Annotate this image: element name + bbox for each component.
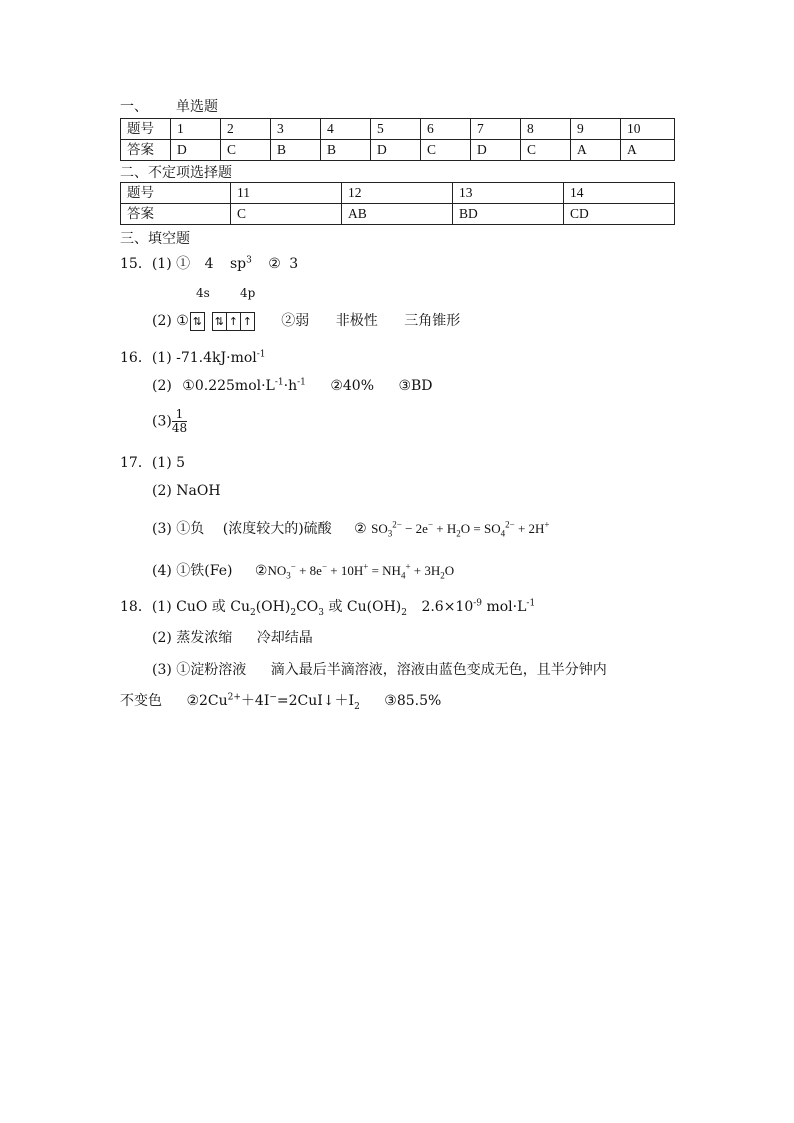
table-cell: 9: [571, 119, 621, 140]
row-label: 答案: [121, 140, 171, 161]
table-cell: AB: [342, 204, 453, 225]
table-cell: D: [471, 140, 521, 161]
q18-part1: 18．(1) CuO 或 $Cu_2(OH)_2CO_3$ 或 $Cu(OH)_2$ $2.6\times 10^{-9}$ $mol\cdot L^{-1}$: [120, 598, 536, 618]
equation-iodide: ②2Cu: [186, 693, 228, 709]
table-cell: 13: [453, 183, 564, 204]
part-label: (3): [152, 413, 172, 430]
answer-value: 冷却结晶: [256, 630, 313, 646]
answer-value: ②40%: [330, 378, 375, 394]
orbital-4p-label: 4p: [240, 286, 256, 300]
answer-value: CuO 或 Cu: [176, 599, 250, 615]
orbital-box-icon: ⇅: [190, 312, 205, 331]
table-cell: 12: [342, 183, 453, 204]
section2-title: 二、不定项选择题: [120, 165, 232, 181]
table-cell: B: [321, 140, 371, 161]
superscript: -1: [526, 598, 536, 609]
q15-part2: [152, 310, 460, 331]
answer-value: ①0.225mol·L: [182, 378, 275, 394]
table-cell: C: [231, 204, 342, 225]
q17-part2: (2) NaOH: [152, 483, 221, 499]
part-label: (1) ①: [151, 256, 191, 272]
superscript: 3: [246, 255, 252, 266]
q18-part3: [152, 659, 607, 679]
q17-part4: [152, 560, 454, 580]
table-cell: 1: [171, 119, 221, 140]
section1-table: [120, 118, 675, 161]
part-label: (2): [152, 378, 172, 394]
q17-part3: [152, 518, 550, 538]
q17-part1: [120, 452, 185, 472]
circle-mark: ②: [254, 563, 268, 579]
table-cell: C: [221, 140, 271, 161]
row-label: 题号: [121, 183, 231, 204]
table-cell: 11: [231, 183, 342, 204]
section3-title: 三、填空题: [120, 231, 190, 247]
answer-value: 或 Cu(OH): [328, 599, 402, 615]
table-cell: 5: [371, 119, 421, 140]
equation-part: ＋4I: [240, 693, 270, 709]
q18-part3-cont: 不变色 $②2Cu^{2+}+4I^-=2CuI↓+I_2$ ③85.5%: [120, 692, 442, 712]
denominator: 48: [171, 421, 188, 435]
table-cell: BD: [453, 204, 564, 225]
answer-value: ·h: [283, 378, 298, 394]
answer-value: CO: [296, 599, 319, 615]
circle-mark: ②: [354, 521, 367, 537]
question-number: 16．: [120, 350, 152, 366]
table-cell: D: [171, 140, 221, 161]
answer-value: 2.6×10: [421, 599, 474, 615]
row-label: 答案: [121, 204, 231, 225]
answer-value: (浓度较大的)硫酸: [222, 521, 332, 537]
table-row: [121, 204, 675, 225]
answer-value: ③BD: [398, 378, 433, 394]
table-cell: B: [271, 140, 321, 161]
section1-number: 一、: [120, 99, 148, 115]
unit: mol·L: [482, 599, 527, 615]
answer-value: ③85.5%: [384, 693, 442, 709]
part-label: (4) ①铁(Fe): [152, 563, 233, 579]
fraction: [172, 408, 187, 435]
equation-part: =2CuI↓＋I: [276, 693, 355, 709]
orbital-box-icon: ↑: [240, 312, 255, 331]
circle-mark: ②: [268, 256, 281, 272]
q15-part1: [120, 253, 298, 273]
table-cell: D: [371, 140, 421, 161]
section1-heading: [120, 96, 218, 116]
orbital-box-icon: ⇅: [212, 312, 227, 331]
table-cell: 4: [321, 119, 371, 140]
superscript: -1: [274, 377, 284, 388]
question-number: 18．: [120, 599, 152, 615]
answer-value: (OH): [255, 599, 291, 615]
table-cell: 10: [621, 119, 675, 140]
table-cell: A: [621, 140, 675, 161]
table-row: [121, 140, 675, 161]
section2-table: [120, 182, 675, 225]
table-cell: C: [521, 140, 571, 161]
orbital-box-icon: ↑: [226, 312, 241, 331]
orbital-4s-label: 4s: [196, 286, 210, 300]
answer-value: 蒸发浓缩: [176, 630, 233, 646]
superscript: -1: [256, 349, 266, 360]
table-cell: 14: [564, 183, 675, 204]
part-label: (2) ①: [152, 313, 189, 329]
table-cell: 6: [421, 119, 471, 140]
table-cell: 8: [521, 119, 571, 140]
answer-value: 非极性: [335, 313, 378, 329]
question-number: 15．: [120, 256, 152, 272]
answer-value: 不变色: [120, 693, 162, 709]
answer-value: 滴入最后半滴溶液，溶液由蓝色变成无色，且半分钟内: [270, 662, 607, 678]
part-label: (2): [152, 630, 172, 646]
superscript: -9: [473, 598, 483, 609]
table-cell: 3: [271, 119, 321, 140]
table-cell: CD: [564, 204, 675, 225]
superscript: -1: [297, 377, 306, 388]
answer-value: -71.4kJ·mol: [176, 350, 257, 366]
table-row: [121, 119, 675, 140]
table-cell: A: [571, 140, 621, 161]
part-label: (1): [151, 350, 172, 366]
numerator: 1: [172, 408, 187, 422]
answer-value: (1) 5: [151, 455, 186, 471]
q16-part3: [152, 408, 187, 435]
row-label: 题号: [121, 119, 171, 140]
part-label: (3) ①负: [152, 521, 205, 537]
answer-value: sp: [229, 256, 247, 272]
q16-part1: [120, 347, 266, 367]
part-label: (3) ①淀粉溶液: [152, 662, 247, 678]
answer-value: 4: [204, 256, 214, 272]
table-cell: C: [421, 140, 471, 161]
q16-part2: [152, 378, 433, 394]
answer-value: ②弱: [281, 313, 310, 329]
q18-part2: [152, 627, 313, 647]
table-cell: 2: [221, 119, 271, 140]
part-label: (1): [151, 599, 172, 615]
equation-nitrate: $NO_3^- + 8e^- + 10H^+ = NH_4^+ + 3H_2O$: [267, 561, 455, 581]
section1-title: 单选题: [176, 99, 218, 115]
table-row: [121, 183, 675, 204]
question-number: 17．: [120, 455, 152, 471]
table-cell: 7: [471, 119, 521, 140]
answer-value: 3: [289, 256, 299, 272]
answer-value: 三角锥形: [404, 313, 461, 329]
equation-sulfite: $SO_3^{2-} - 2e^- + H_2O = SO_4^{2-} + 2H^+$: [371, 519, 550, 539]
